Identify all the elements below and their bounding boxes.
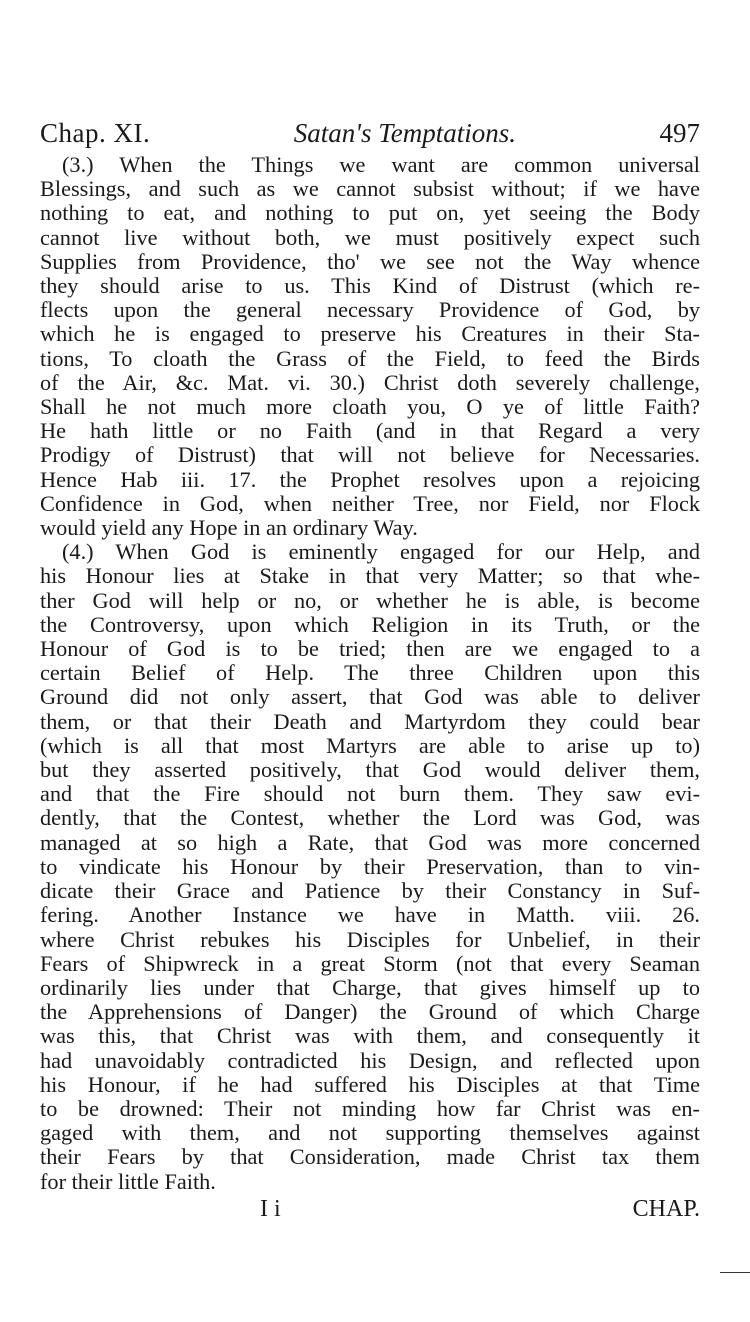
text-line: of the Air, &c. Mat. vi. 30.) Christ doth severely challenge, xyxy=(40,370,700,395)
text-line: (4.) When God is eminently engaged for our Help, and xyxy=(62,540,700,565)
running-title: Satan's Temptations. xyxy=(293,118,517,148)
text-line: Honour of God is to be tried; then are we engaged to a xyxy=(40,637,700,662)
text-line: his Honour, if he had suffered his Disciples at that Time xyxy=(40,1072,700,1097)
text-line: their Fears by that Consideration, made Christ tax them xyxy=(40,1145,700,1170)
text-line: (3.) When the Things we want are common universal xyxy=(62,153,700,177)
text-line: nothing to eat, and nothing to put on, yet seeing the Body xyxy=(40,201,700,226)
catchword: CHAP. xyxy=(632,1195,700,1222)
text-line: was this, that Christ was with them, and consequently it xyxy=(40,1024,700,1049)
text-line: would yield any Hope in an ordinary Way. xyxy=(40,516,418,541)
book-page xyxy=(40,118,700,1223)
running-head xyxy=(40,118,700,149)
text-line: ordinarily lies under that Charge, that gives himself up to xyxy=(40,975,700,1000)
page-footer xyxy=(40,1196,700,1223)
text-line: Fears of Shipwreck in a great Storm (not that every Seaman xyxy=(40,951,700,976)
text-line: where Christ rebukes his Disciples for Unbelief, in their xyxy=(40,927,700,952)
text-line: and that the Fire should not burn them. They saw evi- xyxy=(40,782,700,807)
text-line: Prodigy of Distrust) that will not believe for Necessaries. xyxy=(40,443,700,468)
text-line: dicate their Grace and Patience by their Constancy in Suf- xyxy=(40,879,700,904)
text-line: Supplies from Providence, tho' we see not the Way whence xyxy=(40,249,700,274)
text-line: but they asserted positively, that God would deliver them, xyxy=(40,758,700,783)
text-line: fering. Another Instance we have in Matth. viii. 26. xyxy=(40,903,700,928)
chapter-label: Chap. XI. xyxy=(40,118,151,148)
text-line: had unavoidably contradicted his Design, and reflected upon xyxy=(40,1048,700,1073)
text-line: to vindicate his Honour by their Preservation, than to vin- xyxy=(40,854,700,879)
text-line: ther God will help or no, or whether he is able, is become xyxy=(40,588,700,613)
text-line: Confidence in God, when neither Tree, nor Field, nor Flock xyxy=(40,491,700,516)
text-line: cannot live without both, we must positively expect such xyxy=(40,225,700,250)
text-line: his Honour lies at Stake in that very Matter; so that whe- xyxy=(40,564,700,589)
text-line: Shall he not much more cloath you, O ye of little Faith? xyxy=(40,395,700,420)
signature-mark: I i xyxy=(260,1195,281,1222)
body-text xyxy=(40,153,700,1194)
text-line: to be drowned: Their not minding how far Christ was en- xyxy=(40,1096,700,1121)
text-line: Hence Hab iii. 17. the Prophet resolves upon a rejoicing xyxy=(40,467,700,492)
text-line: the Controversy, upon which Religion in its Truth, or the xyxy=(40,612,700,637)
text-line: they should arise to us. This Kind of Distrust (which re- xyxy=(40,274,700,299)
text-line: certain Belief of Help. The three Children upon this xyxy=(40,661,700,686)
text-line: flects upon the general necessary Providence of God, by xyxy=(40,298,700,323)
text-line: Ground did not only assert, that God was able to deliver xyxy=(40,685,700,710)
text-line: gaged with them, and not supporting themselves against xyxy=(40,1121,700,1146)
text-line: tions, To cloath the Grass of the Field, to feed the Birds xyxy=(40,346,700,371)
text-line: Blessings, and such as we cannot subsist without; if we have xyxy=(40,177,700,202)
text-line: the Apprehensions of Danger) the Ground of which Charge xyxy=(40,1000,700,1025)
page-number: 497 xyxy=(659,118,700,148)
text-line: which he is engaged to preserve his Creatures in their Sta- xyxy=(40,322,700,347)
text-line: (which is all that most Martyrs are able to arise up to) xyxy=(40,733,700,758)
text-line: managed at so high a Rate, that God was more concerned xyxy=(40,830,700,855)
page-edge-rule xyxy=(720,1272,750,1273)
text-line: He hath little or no Faith (and in that Regard a very xyxy=(40,419,700,444)
text-line: for their little Faith. xyxy=(40,1169,216,1194)
text-line: dently, that the Contest, whether the Lord was God, was xyxy=(40,806,700,831)
text-line: them, or that their Death and Martyrdom they could bear xyxy=(40,709,700,734)
